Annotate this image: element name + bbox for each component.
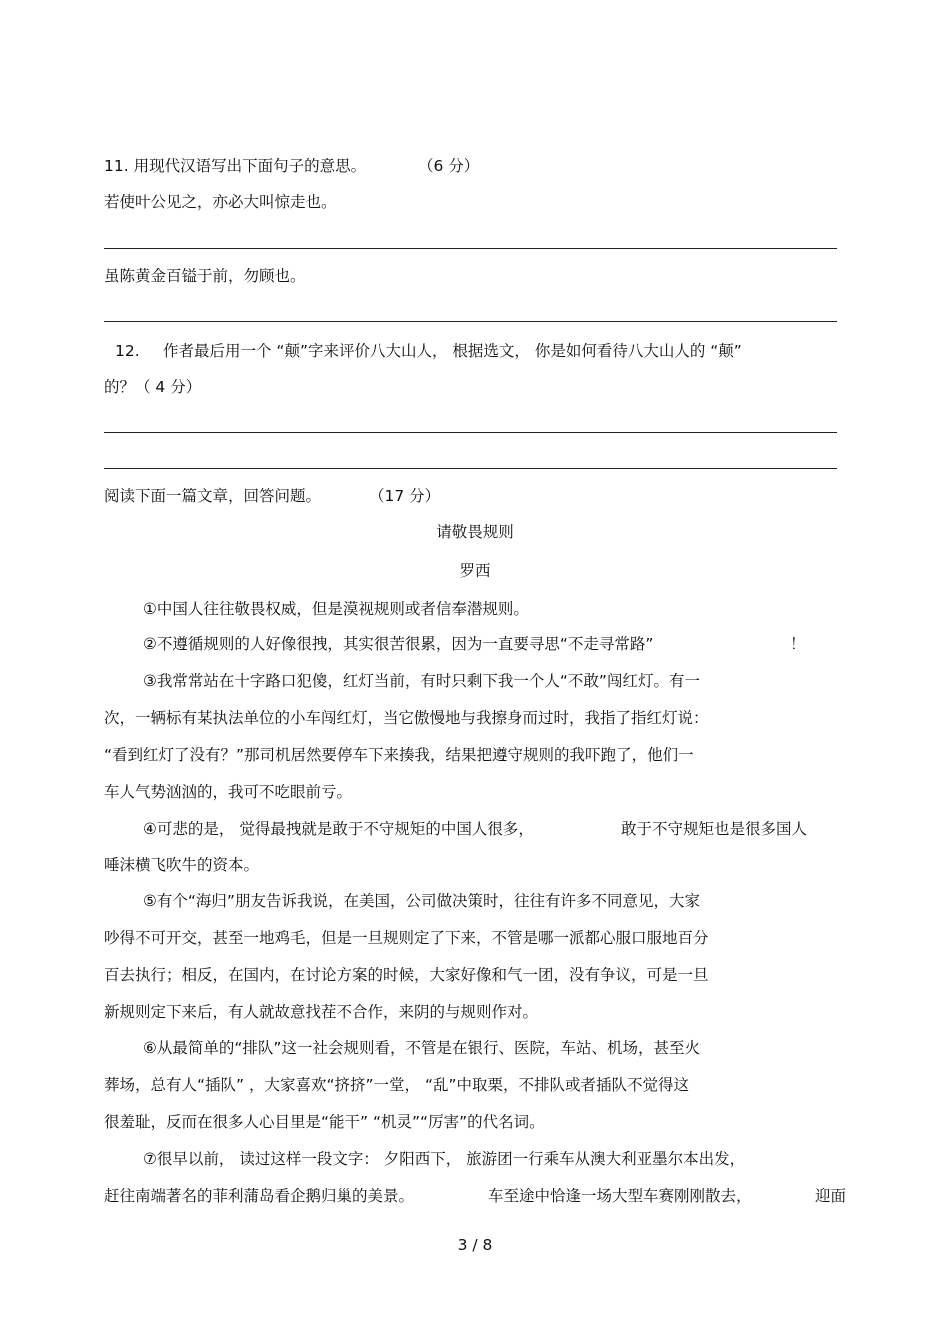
paragraph-line: ⑤有个“海归”朋友告诉我说，在美国，公司做决策时，往往有许多不同意见，大家 [143, 892, 700, 910]
page-number: 3 / 8 [457, 1236, 493, 1254]
paragraph-line: ！ [790, 635, 806, 653]
article-title: 请敬畏规则 [436, 523, 514, 541]
paragraph-line: 百去执行；相反，在国内，在讨论方案的时候，大家好像和气一团，没有争议，可是一旦 [104, 966, 709, 984]
paragraph-line: 车至途中恰逢一场大型车赛刚刚散去， [488, 1187, 752, 1205]
paragraph-line: 很羞耻，反而在很多人心目里是“能干” “机灵”“厉害”的代名词。 [104, 1113, 545, 1131]
paragraph-line: 新规则定下来后，有人就故意找茬不合作，来阴的与规则作对。 [104, 1003, 539, 1021]
paragraph-line: 次，一辆标有某执法单位的小车闯红灯，当它傲慢地与我擦身而过时，我指了指红灯说： [104, 709, 709, 727]
q12-stem-line2: 的？（ 4 分） [104, 378, 202, 396]
answer-line [104, 248, 837, 249]
reading-score: （17 分） [369, 487, 441, 505]
paragraph-line: 车人气势汹汹的，我可不吃眼前亏。 [104, 783, 353, 801]
paragraph-line: ③我常常站在十字路口犯傻，红灯当前，有时只剩下我一个人“不敢”闯红灯。有一 [143, 672, 700, 690]
paragraph-line: ①中国人往往敬畏权威，但是漠视规则或者信奉潜规则。 [143, 600, 529, 618]
paragraph-line: “看到红灯了没有？”那司机居然要停车下来揍我，结果把遵守规则的我吓跑了，他们一 [104, 746, 694, 764]
answer-line [104, 432, 837, 433]
paragraph-line: 吵得不可开交，甚至一地鸡毛，但是一旦规则定了下来，不管是哪一派都心服口服地百分 [104, 929, 709, 947]
article-author: 罗西 [459, 562, 491, 580]
paragraph-line: 迎面 [815, 1187, 847, 1205]
paragraph-line: 葬场，总有人“插队” ，大家喜欢“挤挤”一堂， “乱”中取栗，不排队或者插队不觉得这 [104, 1076, 690, 1094]
answer-line [104, 468, 837, 469]
q12-stem-line1: 作者最后用一个 “颠”字来评价八大山人， 根据选文， 你是如何看待八大山人的 “颠” [163, 342, 742, 360]
paragraph-line: 赶往南端著名的菲利蒲岛看企鹅归巢的美景。 [104, 1187, 415, 1205]
paragraph-line: ⑦很早以前， 读过这样一段文字： 夕阳西下， 旅游团一行乘车从澳大利亚墨尔本出发， [143, 1150, 746, 1168]
paragraph-line: 敢于不守规矩也是很多国人 [621, 820, 808, 838]
answer-line [104, 321, 837, 322]
q11-sentence-2: 虽陈黄金百镒于前，勿顾也。 [104, 267, 306, 285]
reading-intro: 阅读下面一篇文章，回答问题。 [104, 487, 322, 505]
paragraph-line: ④可悲的是， 觉得最拽就是敢于不守规矩的中国人很多， [143, 820, 534, 838]
q12-number: 12. [115, 342, 140, 360]
q11-stem: 11. 用现代汉语写出下面句子的意思。 [104, 157, 367, 175]
paragraph-line: ②不遵循规则的人好像很拽，其实很苦很累，因为一直要寻思“不走寻常路” [143, 635, 654, 653]
q11-sentence-1: 若使叶公见之，亦必大叫惊走也。 [104, 193, 337, 211]
paragraph-line: 唾沫横飞吹牛的资本。 [104, 856, 260, 874]
q11-score: （6 分） [418, 157, 480, 175]
paragraph-line: ⑥从最简单的“排队”这一社会规则看，不管是在银行、医院，车站、机场，甚至火 [143, 1039, 700, 1057]
